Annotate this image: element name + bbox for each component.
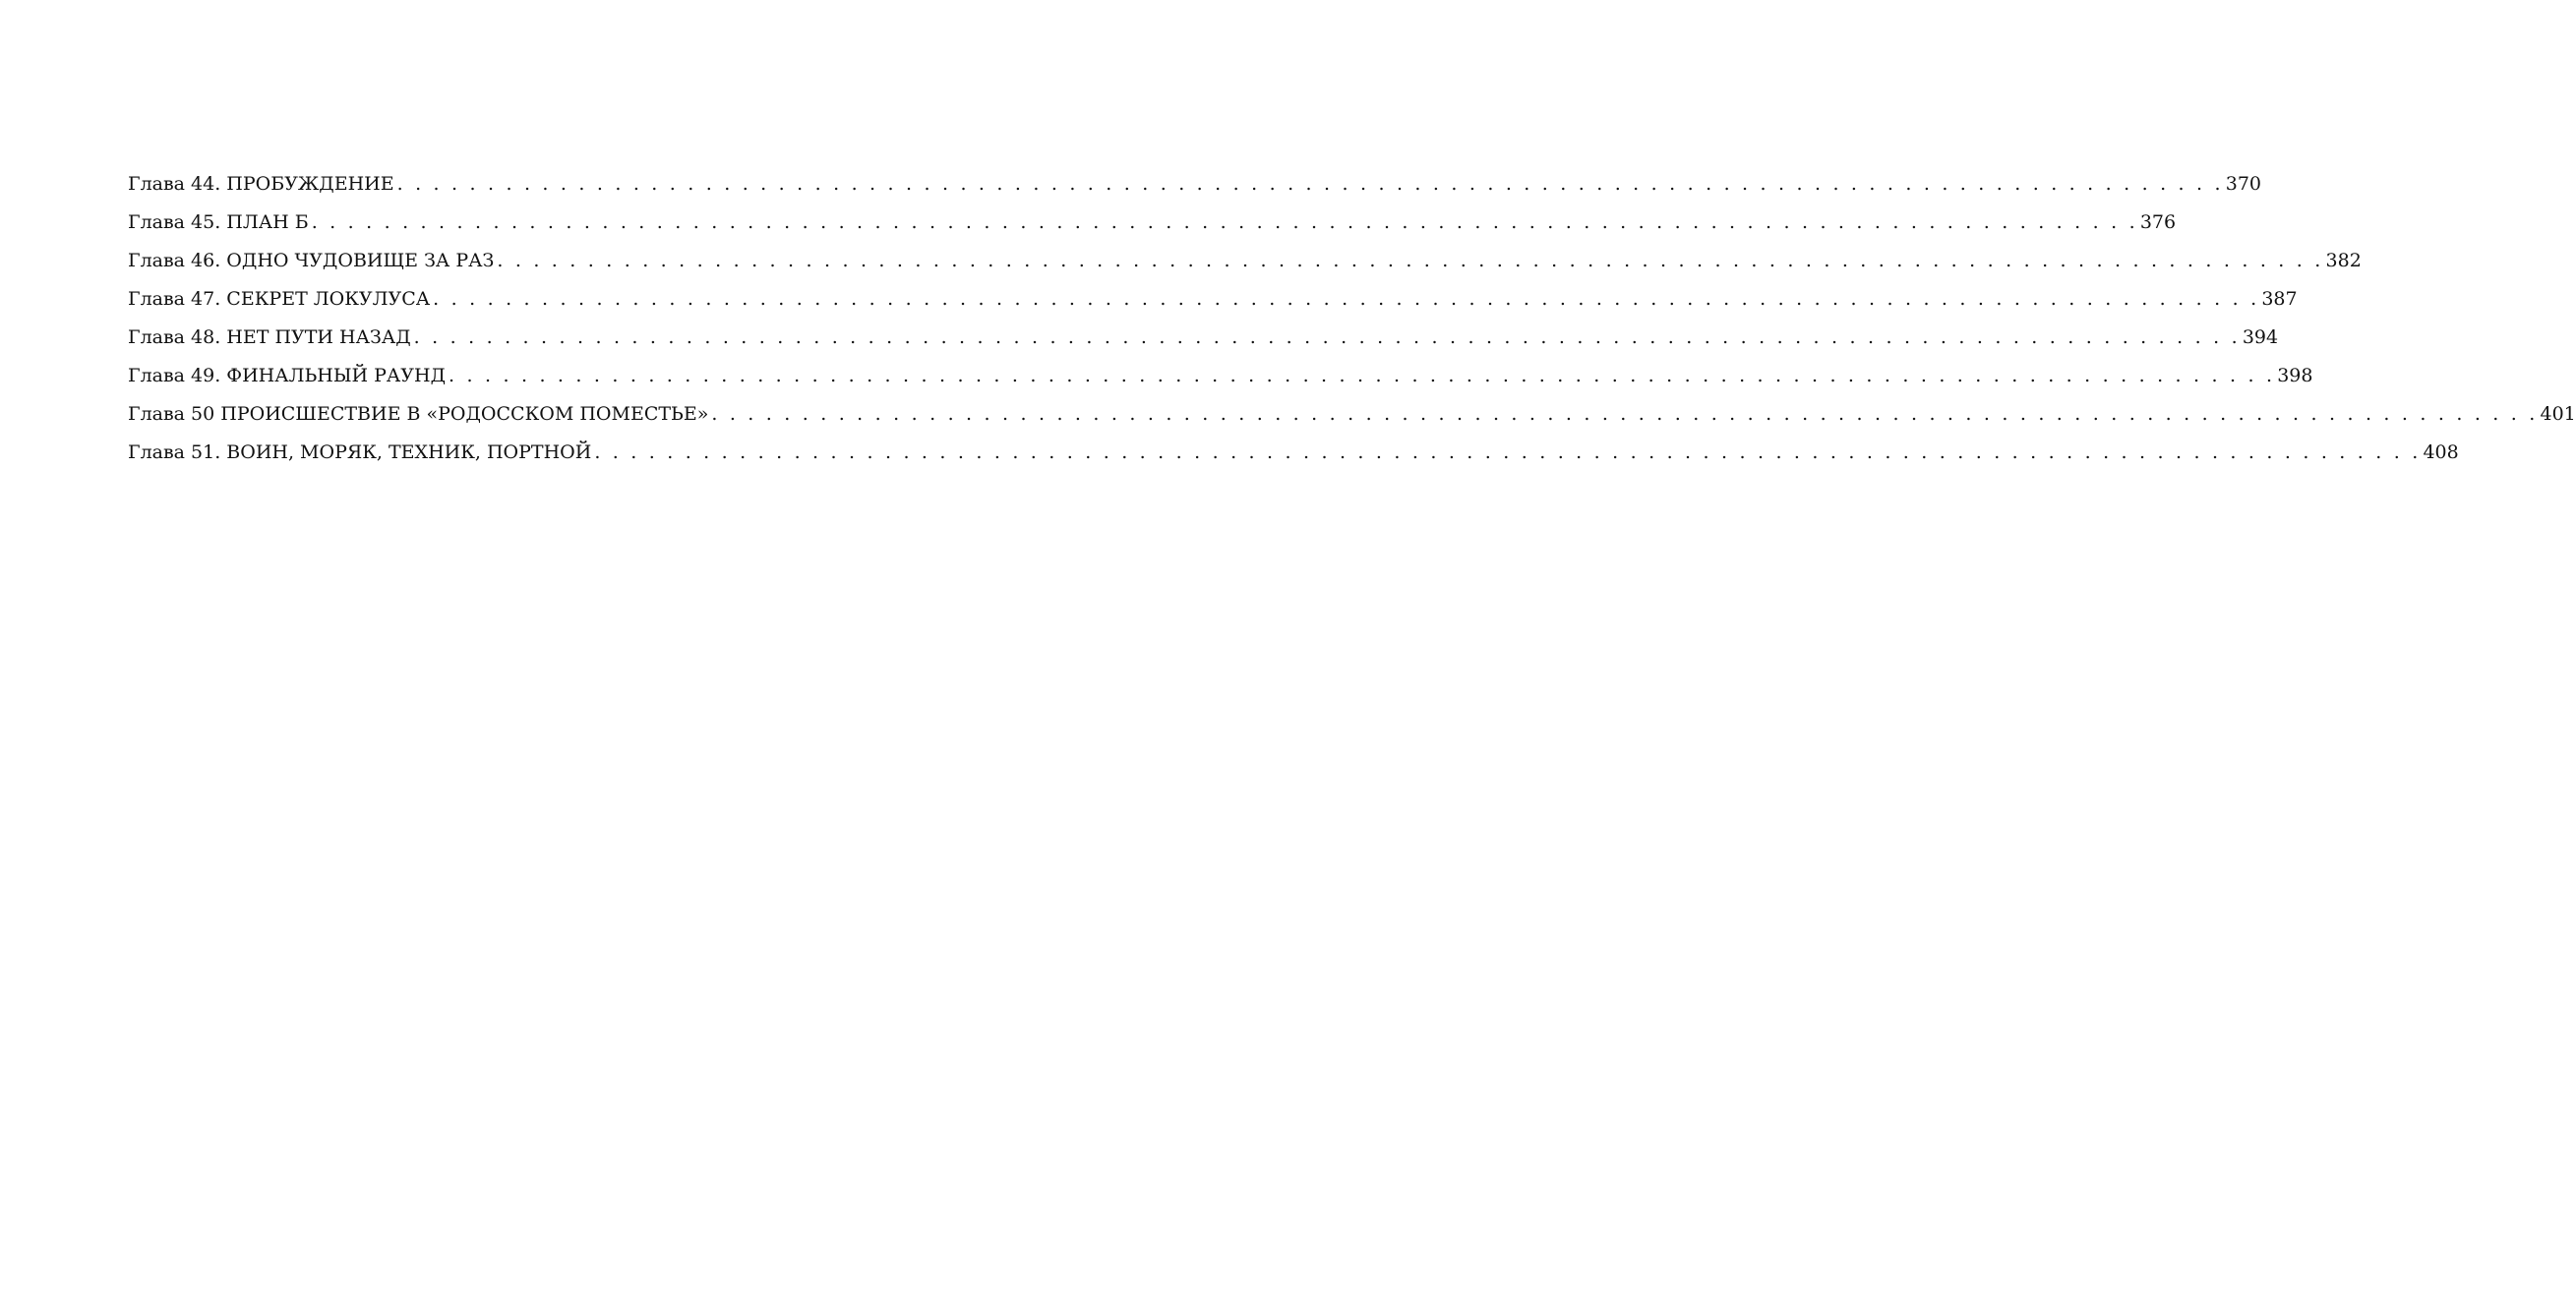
toc-entry-page: 394 — [2242, 326, 2279, 348]
toc-entry-page: 387 — [2261, 288, 2298, 310]
dot-leader: . . . . . . . . . . . . . . . . . . . . . . . . . . . . . . . . . . . . . . . . . . . . . . . . . . . . . . . . . . . . . . . . . . . . . . . . . . . . . . . . . . . . . . . . . . . . . . . . . . . . . — [711, 403, 2539, 425]
dot-leader: . . . . . . . . . . . . . . . . . . . . . . . . . . . . . . . . . . . . . . . . . . . . . . . . . . . . . . . . . . . . . . . . . . . . . . . . . . . . . . . . . . . . . . . . . . . . . . . . . . . . . — [413, 326, 2241, 348]
toc-entry — [128, 322, 2279, 361]
toc-entry — [128, 284, 2298, 322]
toc-entry-title: Глава 45. ПЛАН Б — [128, 211, 309, 233]
toc-entry-page: 370 — [2225, 173, 2262, 195]
toc-entry-page: 382 — [2325, 250, 2362, 271]
toc-entry-title: Глава 44. ПРОБУЖДЕНИЕ — [128, 173, 394, 195]
dot-leader: . . . . . . . . . . . . . . . . . . . . . . . . . . . . . . . . . . . . . . . . . . . . . . . . . . . . . . . . . . . . . . . . . . . . . . . . . . . . . . . . . . . . . . . . . . . . . . . . . . . . . — [433, 288, 2260, 310]
toc-entry-page: 376 — [2139, 211, 2177, 233]
toc-entry — [128, 399, 2576, 438]
dot-leader: . . . . . . . . . . . . . . . . . . . . . . . . . . . . . . . . . . . . . . . . . . . . . . . . . . . . . . . . . . . . . . . . . . . . . . . . . . . . . . . . . . . . . . . . . . . . . . . . . . . . . — [311, 211, 2138, 233]
toc-entry — [128, 438, 2459, 476]
toc-entry-title: Глава 46. ОДНО ЧУДОВИЩЕ ЗА РАЗ — [128, 250, 495, 271]
toc-entry-title: Глава 50 ПРОИСШЕСТВИЕ В «РОДОССКОМ ПОМЕСТЬЕ» — [128, 403, 709, 425]
toc-entry-page: 408 — [2423, 441, 2459, 463]
table-of-contents — [128, 169, 2576, 476]
toc-entry-page: 401 — [2540, 403, 2576, 425]
toc-entry-title: Глава 51. ВОИН, МОРЯК, ТЕХНИК, ПОРТНОЙ — [128, 441, 592, 463]
dot-leader: . . . . . . . . . . . . . . . . . . . . . . . . . . . . . . . . . . . . . . . . . . . . . . . . . . . . . . . . . . . . . . . . . . . . . . . . . . . . . . . . . . . . . . . . . . . . . . . . . . . . . — [449, 365, 2276, 386]
toc-entry — [128, 169, 2262, 207]
dot-leader: . . . . . . . . . . . . . . . . . . . . . . . . . . . . . . . . . . . . . . . . . . . . . . . . . . . . . . . . . . . . . . . . . . . . . . . . . . . . . . . . . . . . . . . . . . . . . . . . . . . . . — [497, 250, 2324, 271]
toc-entry-title: Глава 49. ФИНАЛЬНЫЙ РАУНД — [128, 365, 447, 386]
toc-entry-page: 398 — [2277, 365, 2313, 386]
toc-entry-title: Глава 47. СЕКРЕТ ЛОКУЛУСА — [128, 288, 431, 310]
dot-leader: . . . . . . . . . . . . . . . . . . . . . . . . . . . . . . . . . . . . . . . . . . . . . . . . . . . . . . . . . . . . . . . . . . . . . . . . . . . . . . . . . . . . . . . . . . . . . . . . . . . . . — [594, 441, 2422, 463]
toc-entry — [128, 361, 2313, 399]
dot-leader: . . . . . . . . . . . . . . . . . . . . . . . . . . . . . . . . . . . . . . . . . . . . . . . . . . . . . . . . . . . . . . . . . . . . . . . . . . . . . . . . . . . . . . . . . . . . . . . . . . . . . — [396, 173, 2224, 195]
toc-entry-title: Глава 48. НЕТ ПУТИ НАЗАД — [128, 326, 411, 348]
toc-entry — [128, 207, 2177, 246]
toc-entry — [128, 246, 2362, 284]
